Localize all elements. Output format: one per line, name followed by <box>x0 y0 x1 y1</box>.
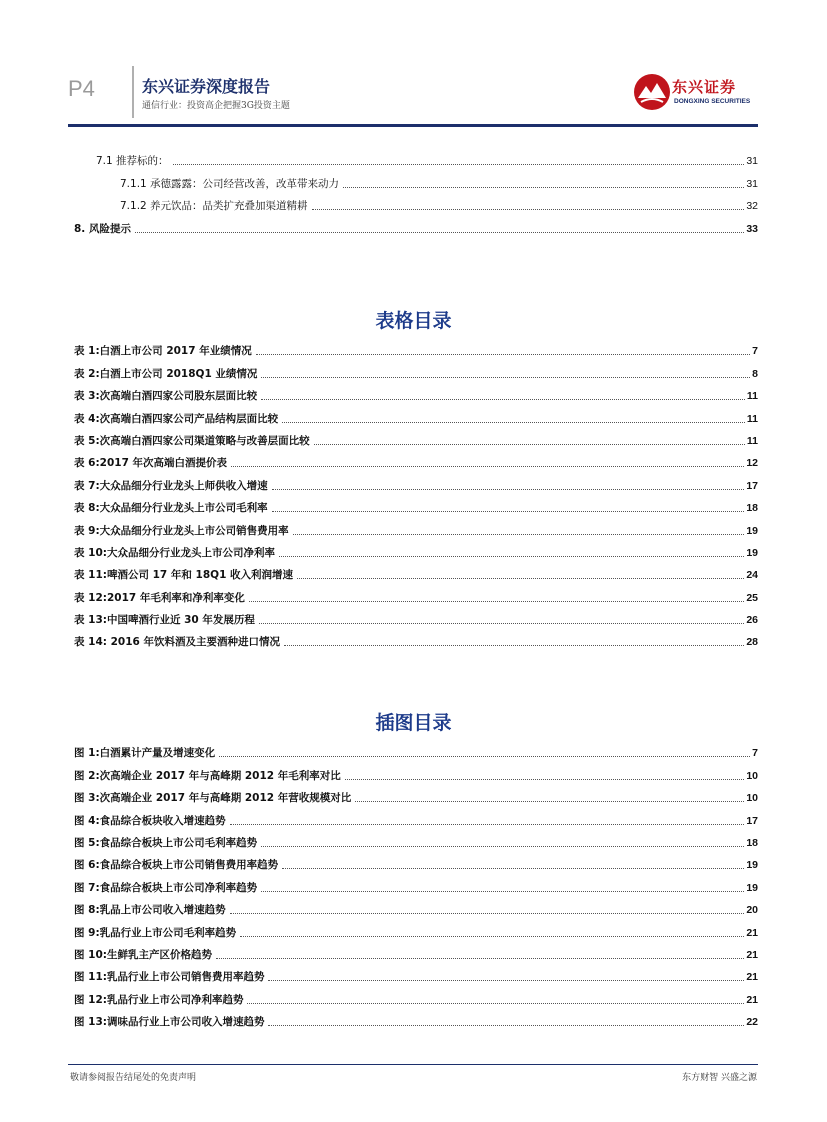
toc-entry-label: 图 6:食品综合板块上市公司销售费用率趋势 <box>74 859 279 872</box>
dot-leader <box>272 488 745 490</box>
report-subtitle: 通信行业：投资高企把握3G投资主题 <box>142 101 290 111</box>
logo-english-name: DONGXING SECURITIES <box>674 98 751 105</box>
table-toc-entry[interactable] <box>74 538 758 560</box>
toc-entry-label: 表 2:白酒上市公司 2018Q1 业绩情况 <box>74 367 258 380</box>
figure-toc-entry[interactable] <box>74 805 758 827</box>
toc-page-number: 33 <box>746 222 758 235</box>
toc-entry-label: 图 5:食品综合板块上市公司毛利率趋势 <box>74 836 258 849</box>
toc-page-number: 24 <box>746 569 758 582</box>
tables-toc-list <box>74 336 758 649</box>
toc-page-number: 10 <box>746 769 758 782</box>
footer-rule <box>68 1064 758 1065</box>
toc-page-number: 17 <box>746 479 758 492</box>
toc-entry-label: 表 12:2017 年毛利率和净利率变化 <box>74 591 245 604</box>
header-divider <box>132 66 134 118</box>
table-toc-entry[interactable] <box>74 470 758 492</box>
toc-page-number: 19 <box>746 546 758 559</box>
dot-leader <box>282 421 745 423</box>
dot-leader <box>256 353 750 355</box>
table-toc-entry[interactable] <box>74 627 758 649</box>
table-toc-entry[interactable] <box>74 358 758 380</box>
table-toc-entry[interactable] <box>74 448 758 470</box>
contents-entry[interactable] <box>74 213 758 235</box>
figure-toc-entry[interactable] <box>74 940 758 962</box>
toc-entry-label: 表 13:中国啤酒行业近 30 年发展历程 <box>74 614 255 627</box>
page-number: P4 <box>68 76 95 101</box>
contents-list <box>74 146 758 236</box>
figures-toc-title: 插图目录 <box>375 712 452 734</box>
toc-page-number: 28 <box>746 636 758 649</box>
toc-entry-label: 图 13:调味品行业上市公司收入增速趋势 <box>74 1016 265 1029</box>
toc-page-number: 20 <box>746 904 758 917</box>
toc-page-number: 12 <box>746 457 758 470</box>
toc-page-number: 31 <box>746 177 758 190</box>
toc-entry-label: 图 2:次高端企业 2017 年与高峰期 2012 年毛利率对比 <box>74 769 341 782</box>
dot-leader <box>314 443 745 445</box>
dot-leader <box>297 577 744 579</box>
dot-leader <box>261 398 745 400</box>
figure-toc-entry[interactable] <box>74 872 758 894</box>
toc-entry-label: 表 1:白酒上市公司 2017 年业绩情况 <box>74 345 252 358</box>
dot-leader <box>219 755 750 757</box>
toc-page-number: 17 <box>746 814 758 827</box>
dot-leader <box>293 533 745 535</box>
toc-entry-label: 图 1:白酒累计产量及增速变化 <box>74 747 216 760</box>
dot-leader <box>216 957 744 959</box>
toc-entry-label: 8. 风险提示 <box>74 222 131 235</box>
logo-mark-icon <box>632 72 672 112</box>
dot-leader <box>345 778 745 780</box>
dot-leader <box>282 867 744 869</box>
toc-page-number: 19 <box>746 859 758 872</box>
toc-entry-label: 图 3:次高端企业 2017 年与高峰期 2012 年营收规模对比 <box>74 792 352 805</box>
dot-leader <box>261 376 750 378</box>
dot-leader <box>247 1002 744 1004</box>
table-toc-entry[interactable] <box>74 336 758 358</box>
contents-entry[interactable] <box>74 168 758 190</box>
toc-page-number: 21 <box>746 993 758 1006</box>
toc-entry-label: 7.1.1 承德露露：公司经营改善，改革带来动力 <box>120 177 340 190</box>
figure-toc-entry[interactable] <box>74 962 758 984</box>
toc-page-number: 21 <box>746 926 758 939</box>
toc-entry-label: 图 10:生鲜乳主产区价格趋势 <box>74 948 212 961</box>
report-header <box>68 62 758 124</box>
table-toc-entry[interactable] <box>74 426 758 448</box>
toc-entry-label: 图 4:食品综合板块收入增速趋势 <box>74 814 226 827</box>
figure-toc-entry[interactable] <box>74 783 758 805</box>
dot-leader <box>135 231 744 233</box>
dot-leader <box>230 912 745 914</box>
toc-page-number: 26 <box>746 614 758 627</box>
toc-entry-label: 7.1 推荐标的： <box>96 155 169 168</box>
table-toc-entry[interactable] <box>74 515 758 537</box>
dot-leader <box>249 600 744 602</box>
toc-page-number: 21 <box>746 971 758 984</box>
figure-toc-entry[interactable] <box>74 895 758 917</box>
company-logo <box>632 70 758 114</box>
toc-entry-label: 图 9:乳品行业上市公司毛利率趋势 <box>74 926 237 939</box>
toc-entry-label: 表 5:次高端白酒四家公司渠道策略与改善层面比较 <box>74 434 310 447</box>
dot-leader <box>261 890 744 892</box>
toc-entry-label: 表 3:次高端白酒四家公司股东层面比较 <box>74 390 258 403</box>
figure-toc-entry[interactable] <box>74 850 758 872</box>
toc-entry-label: 表 10:大众品细分行业龙头上市公司净利率 <box>74 546 275 559</box>
toc-entry-label: 表 7:大众品细分行业龙头上师供收入增速 <box>74 479 268 492</box>
toc-page-number: 18 <box>746 502 758 515</box>
table-toc-entry[interactable] <box>74 605 758 627</box>
toc-page-number: 19 <box>746 881 758 894</box>
dot-leader <box>272 510 745 512</box>
header-rule <box>68 124 758 127</box>
toc-entry-label: 7.1.2 养元饮品：品类扩充叠加渠道精耕 <box>120 200 308 213</box>
toc-page-number: 11 <box>746 390 758 403</box>
dot-leader <box>230 823 745 825</box>
tables-toc-title: 表格目录 <box>375 310 452 332</box>
toc-page-number: 10 <box>746 792 758 805</box>
dot-leader <box>284 644 744 646</box>
dot-leader <box>355 800 744 802</box>
toc-page-number: 7 <box>752 747 758 760</box>
toc-entry-label: 表 9:大众品细分行业龙头上市公司销售费用率 <box>74 524 289 537</box>
toc-page-number: 18 <box>746 836 758 849</box>
toc-page-number: 8 <box>752 367 758 380</box>
figure-toc-entry[interactable] <box>74 984 758 1006</box>
dot-leader <box>343 186 744 188</box>
toc-page-number: 31 <box>746 155 758 168</box>
disclaimer-note: 敬请参阅报告结尾处的免责声明 <box>70 1073 197 1083</box>
table-toc-entry[interactable] <box>74 381 758 403</box>
toc-entry-label: 图 12:乳品行业上市公司净利率趋势 <box>74 993 244 1006</box>
toc-page-number: 21 <box>746 948 758 961</box>
dot-leader <box>240 935 744 937</box>
contents-entry[interactable] <box>74 191 758 213</box>
dot-leader <box>259 622 744 624</box>
toc-page-number: 7 <box>752 345 758 358</box>
contents-entry[interactable] <box>74 146 758 168</box>
toc-page-number: 22 <box>746 1016 758 1029</box>
toc-page-number: 25 <box>746 591 758 604</box>
figure-toc-entry[interactable] <box>74 828 758 850</box>
logo-chinese-name: 东兴证券 <box>672 78 737 96</box>
toc-entry-label: 图 8:乳品上市公司收入增速趋势 <box>74 904 226 917</box>
toc-page-number: 11 <box>746 434 758 447</box>
toc-page-number: 19 <box>746 524 758 537</box>
toc-entry-label: 表 11:啤酒公司 17 年和 18Q1 收入利润增速 <box>74 569 294 582</box>
toc-entry-label: 表 4:次高端白酒四家公司产品结构层面比较 <box>74 412 279 425</box>
dot-leader <box>173 163 745 165</box>
report-title: 东兴证券深度报告 <box>142 77 271 96</box>
dot-leader <box>279 555 744 557</box>
dot-leader <box>261 845 744 847</box>
figure-toc-entry[interactable] <box>74 1007 758 1029</box>
toc-page-number: 32 <box>746 200 758 213</box>
dot-leader <box>312 208 745 210</box>
figure-toc-entry[interactable] <box>74 760 758 782</box>
toc-page-number: 11 <box>746 412 758 425</box>
table-toc-entry[interactable] <box>74 582 758 604</box>
toc-entry-label: 表 6:2017 年次高端白酒提价表 <box>74 457 228 470</box>
figure-toc-entry[interactable] <box>74 738 758 760</box>
table-toc-entry[interactable] <box>74 403 758 425</box>
dot-leader <box>268 979 744 981</box>
toc-entry-label: 图 11:乳品行业上市公司销售费用率趋势 <box>74 971 265 984</box>
toc-entry-label: 表 14: 2016 年饮料酒及主要酒种进口情况 <box>74 636 281 649</box>
company-slogan: 东方财智 兴盛之源 <box>682 1073 757 1083</box>
toc-entry-label: 图 7:食品综合板块上市公司净利率趋势 <box>74 881 258 894</box>
toc-entry-label: 表 8:大众品细分行业龙头上市公司毛利率 <box>74 502 268 515</box>
dot-leader <box>231 465 744 467</box>
figures-toc-list <box>74 738 758 1029</box>
dot-leader <box>268 1024 744 1026</box>
table-toc-entry[interactable] <box>74 493 758 515</box>
figure-toc-entry[interactable] <box>74 917 758 939</box>
table-toc-entry[interactable] <box>74 560 758 582</box>
